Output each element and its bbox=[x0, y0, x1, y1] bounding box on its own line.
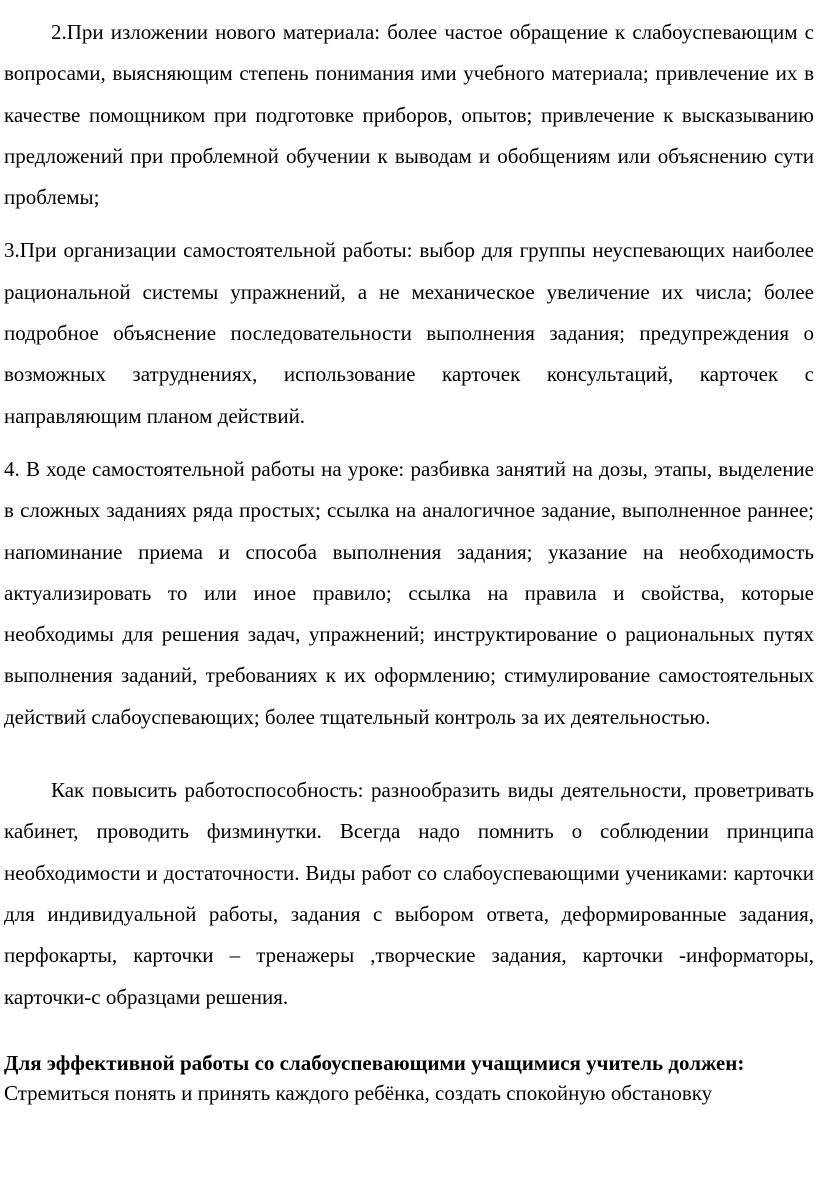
paragraph-2: 2.При изложении нового материала: более частое обращение к слабоуспевающим с вопросами, выясняющим степень понимания ими учебного материала; привлечение их в качестве помощником при подготовке приборов, опытов; привлечение к высказыванию предложений при проблемной обучении к выводам и обобщениям или объяснению сути проблемы; bbox=[4, 20, 814, 210]
paragraph-last-line: Стремиться понять и принять каждого ребёнка, создать спокойную обстановку bbox=[4, 1080, 713, 1105]
section-heading: Для эффективной работы со слабоуспевающими учащимися учитель должен: bbox=[4, 1050, 745, 1075]
paragraph-3: 3.При организации самостоятельной работы: выбор для группы неуспевающих наиболее рациональной системы упражнений, а не механическое увеличение их числа; более подробное объяснение последовательности выполнения задания; предупреждения о возможных затруднениях, использование карточек консультаций, карточек с направляющим планом действий. bbox=[4, 238, 814, 428]
paragraph-workability: Как повысить работоспособность: разнообразить виды деятельности, проветривать кабинет, проводить физминутки. Всегда надо помнить о соблюдении принципа необходимости и достаточности. Виды работ со слабоуспевающими учениками: карточки для индивидуальной работы, задания с выбором ответа, деформированные задания, перфокарты, карточки – тренажеры ,творческие задания, карточки -информаторы, карточки-с образцами решения. bbox=[4, 778, 814, 1009]
paragraph-4: 4. В ходе самостоятельной работы на уроке: разбивка занятий на дозы, этапы, выделение в сложных заданиях ряда простых; ссылка на аналогичное задание, выполненное раннее; напоминание приема и способа выполнения задания; указание на необходимость актуализировать то или иное правило; ссылка на правила и свойства, которые необходимы для решения задач, упражнений; инструктирование о рациональных путях выполнения заданий, требованиях к их оформлению; стимулирование самостоятельных действий слабоуспевающих; более тщательный контроль за их деятельностью. bbox=[4, 456, 814, 729]
